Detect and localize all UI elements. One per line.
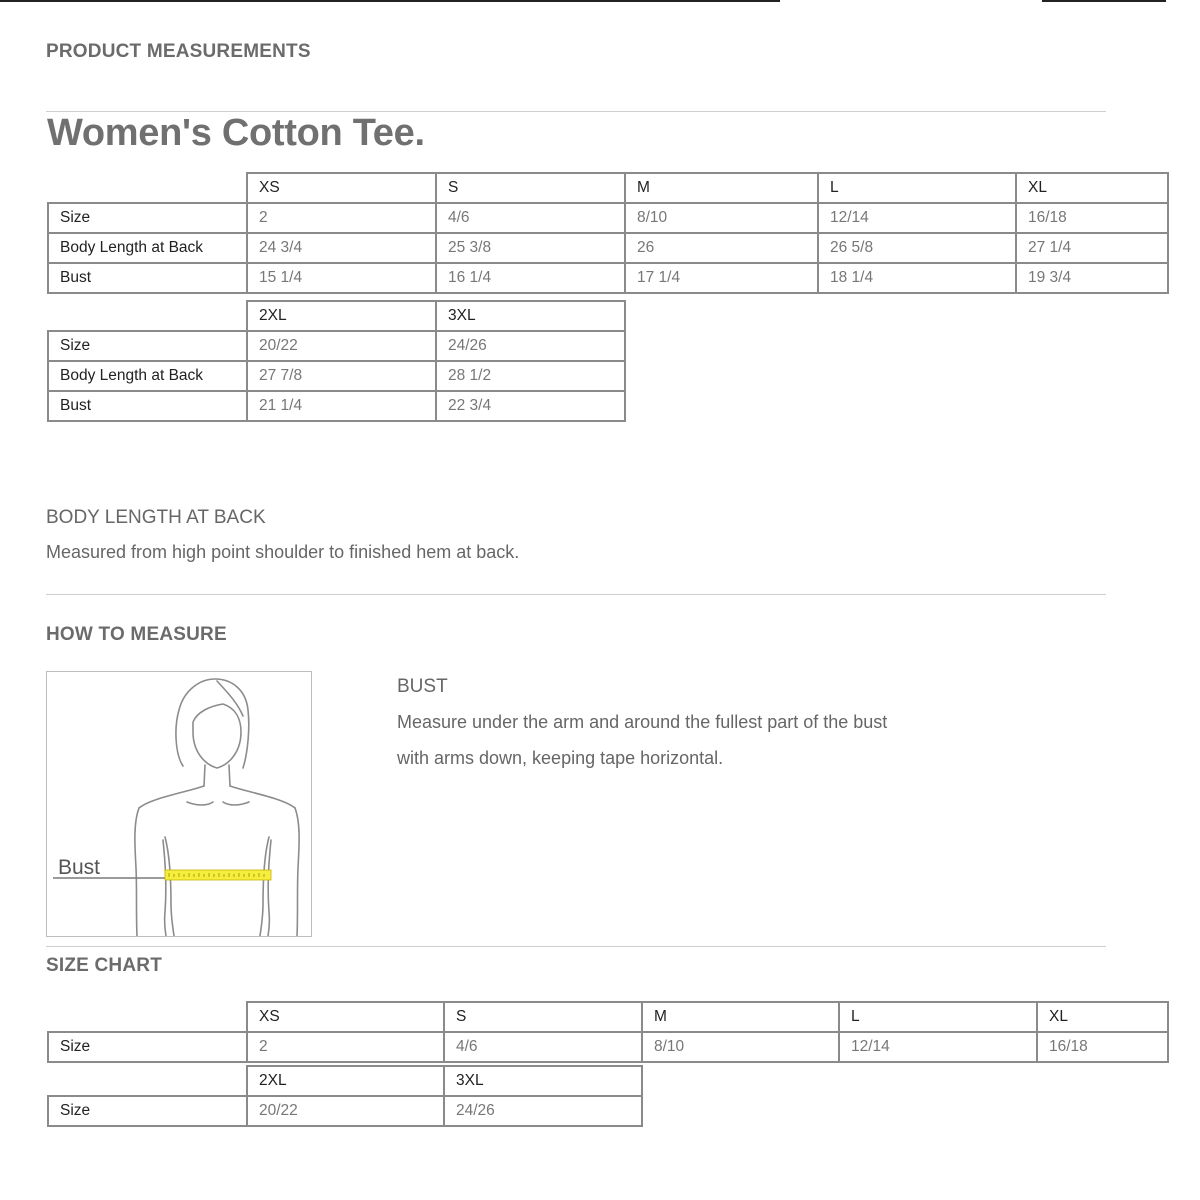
- table-cell: 8/10: [642, 1032, 839, 1062]
- table-cell: 2: [247, 1032, 444, 1062]
- table-header-row: [48, 301, 625, 331]
- measurements-table-2: [47, 300, 626, 422]
- size-header: 2XL: [247, 301, 436, 331]
- size-header: 2XL: [247, 1066, 444, 1096]
- size-header: 3XL: [436, 301, 625, 331]
- row-label: Body Length at Back: [48, 361, 247, 391]
- table-cell: 22 3/4: [436, 391, 625, 421]
- divider: [46, 594, 1106, 595]
- table-cell: 28 1/2: [436, 361, 625, 391]
- top-image-edge-right: [1042, 0, 1166, 2]
- size-header: XS: [247, 1002, 444, 1032]
- table-cell: 16/18: [1037, 1032, 1168, 1062]
- size-chart-table-2: [47, 1065, 643, 1127]
- table-cell: 17 1/4: [625, 263, 818, 293]
- table-cell: 19 3/4: [1016, 263, 1168, 293]
- bust-instruction-line-1: Measure under the arm and around the fullest part of the bust: [397, 712, 888, 732]
- woman-silhouette-icon: [47, 672, 311, 936]
- empty-cell: [48, 1002, 247, 1032]
- empty-cell: [48, 301, 247, 331]
- table-row: [48, 1096, 642, 1126]
- size-header: 3XL: [444, 1066, 642, 1096]
- body-length-label: BODY LENGTH AT BACK: [46, 507, 266, 528]
- table-cell: 25 3/8: [436, 233, 625, 263]
- divider: [46, 946, 1106, 947]
- size-header: XL: [1037, 1002, 1168, 1032]
- how-to-measure-heading: HOW TO MEASURE: [46, 624, 227, 645]
- row-label: Body Length at Back: [48, 233, 247, 263]
- size-header: M: [642, 1002, 839, 1032]
- table-cell: 27 1/4: [1016, 233, 1168, 263]
- table-cell: 24 3/4: [247, 233, 436, 263]
- bust-heading: BUST: [397, 676, 448, 697]
- table-cell: 12/14: [818, 203, 1016, 233]
- table-cell: 4/6: [444, 1032, 642, 1062]
- table-cell: 12/14: [839, 1032, 1037, 1062]
- table-cell: 4/6: [436, 203, 625, 233]
- table-cell: 20/22: [247, 1096, 444, 1126]
- size-header: XL: [1016, 173, 1168, 203]
- row-label: Bust: [48, 263, 247, 293]
- table-cell: 16 1/4: [436, 263, 625, 293]
- table-cell: 21 1/4: [247, 391, 436, 421]
- table-cell: 24/26: [436, 331, 625, 361]
- table-row: [48, 391, 625, 421]
- bust-instruction-line-2: with arms down, keeping tape horizontal.: [397, 748, 724, 768]
- size-header: M: [625, 173, 818, 203]
- table-cell: 24/26: [444, 1096, 642, 1126]
- table-cell: 16/18: [1016, 203, 1168, 233]
- size-chart-heading: SIZE CHART: [46, 955, 162, 976]
- row-label: Size: [48, 331, 247, 361]
- table-cell: 27 7/8: [247, 361, 436, 391]
- row-label: Bust: [48, 391, 247, 421]
- table-row: [48, 331, 625, 361]
- table-row: [48, 361, 625, 391]
- empty-cell: [48, 1066, 247, 1096]
- table-header-row: [48, 1002, 1168, 1032]
- size-header: S: [436, 173, 625, 203]
- table-cell: 15 1/4: [247, 263, 436, 293]
- row-label: Size: [48, 1032, 247, 1062]
- row-label: Size: [48, 203, 247, 233]
- bust-measurement-figure: [46, 671, 312, 937]
- table-header-row: [48, 173, 1168, 203]
- table-row: [48, 203, 1168, 233]
- table-cell: 18 1/4: [818, 263, 1016, 293]
- top-image-edge-left: [0, 0, 780, 2]
- table-row: [48, 1032, 1168, 1062]
- measurements-table-1: [47, 172, 1169, 294]
- empty-cell: [48, 173, 247, 203]
- body-length-description: Measured from high point shoulder to finished hem at back.: [46, 542, 520, 562]
- table-cell: 26: [625, 233, 818, 263]
- product-title: Women's Cotton Tee.: [47, 112, 425, 154]
- measuring-tape-icon: [165, 870, 271, 880]
- table-row: [48, 233, 1168, 263]
- size-header: L: [818, 173, 1016, 203]
- table-cell: 20/22: [247, 331, 436, 361]
- table-cell: 8/10: [625, 203, 818, 233]
- product-measurements-heading: PRODUCT MEASUREMENTS: [46, 41, 311, 62]
- table-cell: 2: [247, 203, 436, 233]
- table-row: [48, 263, 1168, 293]
- size-header: XS: [247, 173, 436, 203]
- figure-bust-label: Bust: [58, 856, 101, 879]
- table-cell: 26 5/8: [818, 233, 1016, 263]
- size-header: L: [839, 1002, 1037, 1032]
- row-label: Size: [48, 1096, 247, 1126]
- table-header-row: [48, 1066, 642, 1096]
- size-header: S: [444, 1002, 642, 1032]
- size-chart-table-1: [47, 1001, 1169, 1063]
